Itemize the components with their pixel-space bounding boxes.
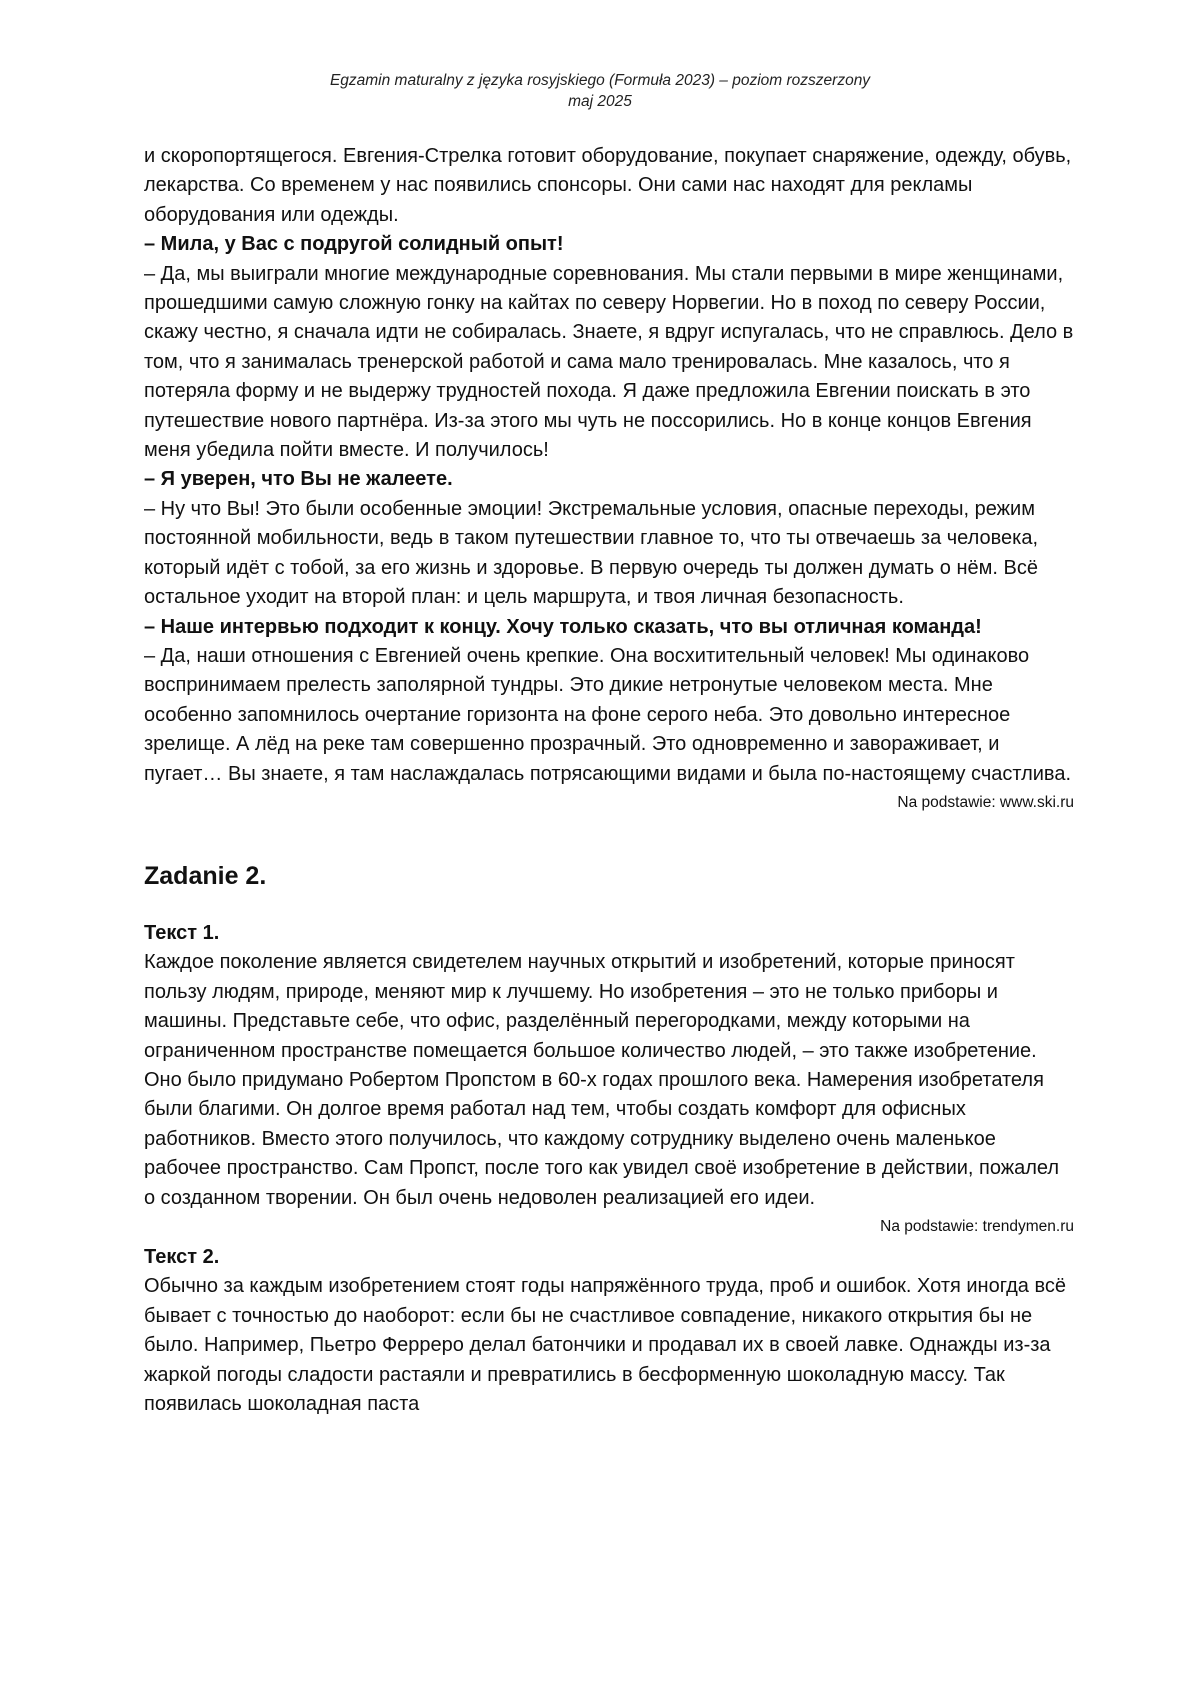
interview-question: – Я уверен, что Вы не жалеете.	[144, 468, 453, 491]
interview-question: – Наше интервью подходит к концу. Хочу только сказать, что вы отличная команда!	[144, 615, 982, 638]
header-exam-title: Egzamin maturalny z języka rosyjskiego (Formuła 2023) – poziom rozszerzony	[329, 72, 871, 89]
interview-answer: – Ну что Вы! Это были особенные эмоции! Экстремальные условия, опасные переходы, режим постоянной мобильности, ведь в таком путешествии главное то, что ты отвечаешь за человека, который идёт с тобой, за его жизнь и здоровье. В первую очередь ты должен думать о нём. Всё остальное уходит на второй план: и цель маршрута, и твоя личная безопасность.	[144, 497, 1039, 609]
page-content	[144, 142, 1074, 1419]
interview-paragraph: и скоропортящегося. Евгения-Стрелка готовит оборудование, покупает снаряжение, одежду, обувь, лекарства. Со временем у нас появились спонсоры. Они сами нас находят для рекламы оборудования или одежды.	[144, 145, 1072, 226]
header-date: maj 2025	[568, 93, 632, 110]
text1-source: Na podstawie: trendymen.ru	[880, 1218, 1074, 1235]
text1-body: Каждое поколение является свидетелем научных открытий и изобретений, которые приносят пользу людям, природе, меняют мир к лучшему. Но изобретения – это не только приборы и машины. Представьте себе, что офис, разделённый перегородками, между которыми на ограниченном пространстве помещается большое количество людей, – это также изобретение. Оно было придумано Робертом Пропстом в 60-х годах прошлого века. Намерения изобретателя были благими. Он долгое время работал над тем, чтобы создать комфорт для офисных работников. Вместо этого получилось, что каждому сотруднику выделено очень маленькое рабочее пространство. Сам Пропст, после того как увидел своё изобретение в действии, пожалел о созданном творении. Он был очень недоволен реализацией его идеи.	[144, 951, 1060, 1209]
interview-source: Na podstawie: www.ski.ru	[897, 793, 1074, 811]
text2-heading: Текст 2.	[144, 1246, 220, 1268]
text1-heading: Текст 1.	[144, 921, 220, 944]
text2-body: Обычно за каждым изобретением стоят годы напряжённого труда, проб и ошибок. Хотя иногда всё бывает с точностью до наоборот: если бы не счастливое совпадение, никакого открытия бы не было. Например, Пьетро Ферреро делал батончики и продавал их в своей лавке. Однажды из-за жаркой погоды сладости растаяли и превратились в бесформенную шоколадную массу. Так появилась шоколадная паста	[144, 1275, 1066, 1416]
interview-answer: – Да, мы выиграли многие международные соревнования. Мы стали первыми в мире женщинами, прошедшими самую сложную гонку на кайтах по северу Норвегии. Но в поход по северу России, скажу честно, я сначала идти не собиралась. Знаете, я вдруг испугалась, что не справлюсь. Дело в том, что я занималась тренерской работой и сама мало тренировалась. Мне казалось, что я потеряла форму и не выдержу трудностей похода. Я даже предложила Евгении поискать в это путешествие нового партнёра. Из-за этого мы чуть не поссорились. Но в конце концов Евгения меня убедила пойти вместе. И получилось!	[144, 262, 1074, 462]
task-title: Zadanie 2.	[144, 861, 267, 890]
page-header	[0, 70, 1200, 112]
interview-answer: – Да, наши отношения с Евгенией очень крепкие. Она восхитительный человек! Мы одинаково воспринимаем прелесть заполярной тундры. Это дикие нетронутые человеком места. Мне особенно запомнилось очертание горизонта на фоне серого неба. Это довольно интересное зрелище. А лёд на реке там совершенно прозрачный. Это одновременно и завораживает, и пугает… Вы знаете, я там наслаждалась потрясающими видами и была по-настоящему счастлива.	[144, 644, 1072, 785]
interview-question: – Мила, у Вас с подругой солидный опыт!	[144, 233, 564, 256]
